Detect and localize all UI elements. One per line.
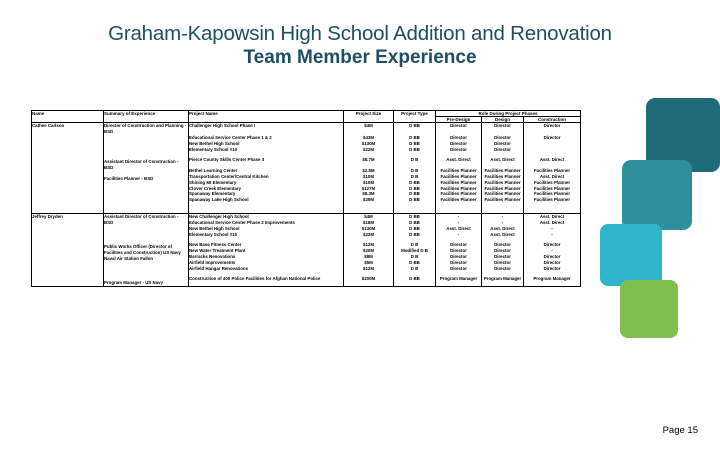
experience-block [104, 176, 188, 213]
cell-line: Director [494, 123, 511, 129]
cell-line: D BB [409, 185, 420, 191]
decorative-square-green [620, 280, 678, 338]
summary-text: Assistant Director of Construction - BSD [104, 159, 179, 171]
experience-block [524, 276, 580, 282]
cell-line-group [482, 123, 523, 152]
table-cell-design [482, 214, 524, 287]
cell-line: Director [494, 248, 511, 254]
cell-line: Construction of 400 Police Facilities for Afghan National Police [189, 276, 321, 282]
cell-line: Facilities Planner [440, 179, 477, 185]
cell-line: $200M [361, 276, 376, 282]
experience-block [482, 157, 523, 163]
experience-block [482, 242, 523, 271]
cell-line: Facilities Planner [440, 168, 477, 174]
cell-line: Asst. Direct [539, 174, 565, 180]
cell-line-group [524, 123, 580, 152]
experience-block [482, 276, 523, 282]
cell-line-group [482, 157, 523, 163]
cell-line: Director [543, 123, 561, 129]
experience-block [104, 244, 188, 275]
cell-line-group [189, 168, 343, 203]
table-cell-pre_design [436, 123, 482, 214]
cell-line: $43M [363, 134, 374, 140]
cell-line: Pierce County Skills Center Phase 3 [189, 157, 265, 163]
cell-line: Challenger High School Phase I [189, 123, 256, 129]
cell-line: Director [450, 259, 467, 265]
column-header-name: Name [32, 111, 104, 123]
cell-line-group [344, 168, 393, 203]
cell-line-group [394, 168, 435, 203]
cell-line: D B [410, 174, 419, 180]
cell-line: Director [450, 134, 467, 140]
cell-line: Airfield Improvements [189, 259, 236, 265]
cell-line: Director [450, 254, 467, 260]
cell-line-group [482, 214, 523, 237]
cell-line: Spanaway Lake High School [189, 197, 249, 203]
cell-line: - [501, 214, 504, 220]
table-row [32, 123, 581, 214]
cell-line: Asst. Direct [539, 219, 565, 225]
cell-line: Elementary School #10 [189, 231, 238, 237]
experience-block [524, 168, 580, 203]
table-cell-construction [524, 123, 581, 214]
column-header-project-size: Project Size [344, 111, 394, 123]
experience-block [524, 242, 580, 271]
cell-line: - [457, 219, 460, 225]
cell-line: D BB [409, 197, 420, 203]
table-header-group-row [32, 111, 581, 117]
cell-line: D B [410, 242, 419, 248]
cell-line: Facilities Planner [440, 197, 477, 203]
cell-line: - [551, 231, 553, 237]
cell-line: Director [450, 146, 467, 152]
cell-line: Shining Mt Elementary [189, 179, 237, 185]
cell-line: Director [494, 259, 511, 265]
cell-line: D BB [409, 214, 420, 220]
cell-line: Director [494, 254, 511, 260]
table-cell-person-name: Cathee Carlson [32, 123, 104, 214]
cell-line: Facilities Planner [533, 168, 571, 174]
cell-line: D BB [409, 146, 420, 152]
cell-line-group [482, 276, 523, 282]
table-cell-project [189, 214, 344, 287]
cell-line-group [189, 123, 343, 152]
cell-line: $10M [363, 179, 374, 185]
cell-line-group [344, 157, 393, 163]
cell-line-group [436, 276, 481, 282]
cell-line: Director [450, 248, 467, 254]
cell-line: Facilities Planner [484, 191, 521, 197]
team-member-experience-table [31, 110, 581, 287]
cell-line: Director [494, 134, 511, 140]
cell-line-group [394, 123, 435, 152]
cell-line: Director [494, 140, 511, 146]
cell-line: Educational Service Center Phase 1 & 2 [189, 134, 272, 140]
table-cell-type [394, 214, 436, 287]
experience-block [189, 168, 343, 203]
cell-line: Director [494, 242, 511, 248]
cell-line-group [524, 214, 580, 237]
cell-line: $2.5M [362, 168, 375, 174]
cell-line: $12M [363, 265, 374, 271]
cell-line: D B [410, 254, 419, 260]
slide-title-block [0, 22, 720, 70]
cell-line: Facilities Planner [484, 174, 521, 180]
cell-line: Asst. Direct [490, 231, 515, 237]
cell-line: D B [410, 168, 419, 174]
experience-block [344, 242, 393, 271]
cell-line: $20M [363, 248, 374, 254]
cell-line-group [436, 214, 481, 237]
cell-line: $18M [363, 219, 374, 225]
decorative-square-teal-dark [646, 98, 720, 172]
cell-line-group [394, 276, 435, 282]
cell-line-group [344, 242, 393, 271]
cell-line: New Bethel High School [189, 140, 240, 146]
table-cell-project [189, 123, 344, 214]
cell-line: Barracks Renovations [189, 254, 236, 260]
cell-line-group [344, 214, 393, 237]
cell-line: D B [410, 265, 419, 271]
cell-line-group [436, 168, 481, 203]
cell-line: $8.3M [362, 191, 375, 197]
experience-block [344, 214, 393, 237]
experience-block [394, 214, 435, 237]
cell-line: Transportation Center/Central Kitchen [189, 174, 269, 180]
cell-line-group [344, 123, 393, 152]
cell-line: Director [543, 259, 561, 265]
cell-line: Facilities Planner [533, 197, 571, 203]
cell-line: New Base Fitness Center [189, 242, 242, 248]
column-header-summary: Summary of Experience [104, 111, 189, 123]
experience-block [436, 157, 481, 163]
cell-line: Facilities Planner [533, 185, 571, 191]
experience-block [394, 123, 435, 152]
cell-line: $5M [364, 259, 373, 265]
cell-line: Facilities Planner [484, 185, 521, 191]
cell-line: - [551, 248, 553, 254]
decorative-square-cyan [600, 224, 662, 286]
experience-block [436, 214, 481, 237]
cell-line: $4M [364, 123, 373, 129]
cell-line: Facilities Planner [533, 191, 571, 197]
cell-line: Facilities Planner [440, 174, 477, 180]
experience-block [344, 123, 393, 152]
cell-line: Asst. Direct [446, 225, 471, 231]
cell-line: D B [410, 157, 419, 163]
cell-line: Director [543, 254, 561, 260]
cell-line: Director [543, 265, 561, 271]
table-cell-person-name: Jeffrey Dryden [32, 214, 104, 287]
summary-text: Program Manager - US Navy [104, 279, 164, 285]
cell-line: $22M [363, 146, 374, 152]
cell-line-group [394, 214, 435, 237]
cell-line: $25M [363, 197, 374, 203]
cell-line: Asst. Direct [490, 225, 515, 231]
table-body [32, 123, 581, 287]
cell-line: Director [543, 134, 561, 140]
cell-line: - [457, 214, 460, 220]
experience-block [189, 123, 343, 152]
cell-line: Director [450, 140, 467, 146]
experience-block [394, 276, 435, 282]
cell-line: Program Manager [439, 276, 478, 282]
experience-block [394, 157, 435, 163]
column-header-project-name: Project Name [189, 111, 344, 123]
cell-line: Clover Creek Elementary [189, 185, 241, 191]
cell-line-group [394, 157, 435, 163]
experience-block [436, 276, 481, 282]
cell-line-group [189, 276, 343, 282]
experience-block [394, 168, 435, 203]
experience-block [436, 242, 481, 271]
table-cell-design [482, 123, 524, 214]
experience-block [104, 280, 188, 286]
table-cell-pre_design [436, 214, 482, 287]
experience-block [524, 157, 580, 163]
experience-block [436, 168, 481, 203]
cell-line-group [524, 276, 580, 282]
cell-line-group [189, 157, 343, 163]
cell-line: Asst. Direct [446, 157, 471, 163]
cell-line-group [436, 242, 481, 271]
cell-line: - [457, 231, 460, 237]
experience-block [189, 242, 343, 271]
table-cell-summary [104, 214, 189, 287]
cell-line: Facilities Planner [440, 191, 477, 197]
experience-block [104, 214, 188, 239]
cell-line: $127M [361, 185, 376, 191]
cell-line: D BB [409, 134, 420, 140]
cell-line-group [394, 242, 435, 271]
experience-block [482, 123, 523, 152]
experience-block [436, 123, 481, 152]
cell-line: $8M [364, 254, 373, 260]
cell-line: Director [450, 123, 467, 129]
cell-line: Spanaway Elementary [189, 191, 236, 197]
cell-line-group [189, 242, 343, 271]
experience-block [524, 123, 580, 152]
cell-line-group [524, 168, 580, 203]
cell-line: $22M [363, 231, 374, 237]
cell-line: Modified D B [401, 248, 428, 254]
experience-block [524, 214, 580, 237]
cell-line: D BB [409, 191, 420, 197]
cell-line: New Challenger High School [189, 214, 249, 220]
cell-line: D BB [409, 219, 420, 225]
summary-text: Facilities Planner - BSD [104, 175, 154, 181]
column-header-project-type: Project Type [394, 111, 436, 123]
experience-block [104, 159, 188, 171]
cell-line: Director [494, 265, 511, 271]
experience-block [344, 168, 393, 203]
experience-block [482, 168, 523, 203]
cell-line-group [524, 157, 580, 163]
table-cell-type [394, 123, 436, 214]
cell-line-group [482, 168, 523, 203]
cell-line: Director [543, 242, 561, 248]
cell-line-group [436, 157, 481, 163]
experience-block [104, 123, 188, 154]
experience-block [344, 276, 393, 282]
cell-line: Facilities Planner [484, 179, 521, 185]
decorative-square-stack [600, 98, 720, 378]
column-header-role-during-project-phases: Role During Project Phases [436, 111, 581, 117]
experience-block [394, 242, 435, 271]
cell-line: D BB [409, 231, 420, 237]
cell-line: D BB [409, 179, 420, 185]
page-number: Page 15 [662, 425, 698, 436]
cell-line-group [436, 123, 481, 152]
decorative-square-teal-mid [622, 160, 692, 230]
table-cell-summary [104, 123, 189, 214]
cell-line-group [482, 242, 523, 271]
cell-line: $12M [363, 242, 374, 248]
cell-line: Program Manager [533, 276, 571, 282]
column-header-construction: Construction [524, 117, 581, 123]
column-header-design: Design [482, 117, 524, 123]
summary-text: Public Works Officer (Director of Facilities and Construction) US Navy Naval Air Station Fallon [104, 243, 181, 261]
cell-line: Facilities Planner [533, 179, 571, 185]
cell-line: Director [494, 146, 511, 152]
cell-line: $130M [361, 140, 376, 146]
cell-line: Facilities Planner [440, 185, 477, 191]
experience-block [482, 214, 523, 237]
table-row [32, 214, 581, 287]
cell-line: D BB [409, 140, 420, 146]
cell-line: Facilities Planner [484, 168, 521, 174]
table-cell-size [344, 214, 394, 287]
slide-title-line-2: Team Member Experience [243, 46, 477, 68]
cell-line: D BB [409, 259, 420, 265]
experience-block [189, 276, 343, 282]
cell-line: Asst. Direct [490, 157, 515, 163]
summary-text: Director of Construction and Planning - BSD [104, 123, 187, 135]
cell-line: $130M [361, 225, 376, 231]
cell-line: - [551, 225, 553, 231]
experience-block [344, 157, 393, 163]
cell-line: Facilities Planner [484, 197, 521, 203]
cell-line: Asst. Direct [539, 157, 565, 163]
cell-line: Bethel Learning Center [189, 168, 238, 174]
summary-text: Assistant Director of Construction - BSD [104, 214, 179, 225]
cell-line-group [189, 214, 343, 237]
cell-line: D BB [409, 225, 420, 231]
cell-line: $4M [364, 214, 373, 220]
cell-line: D BB [409, 276, 420, 282]
column-header-pre-design: Pre-Design [436, 117, 482, 123]
cell-line: New Bethel High School [189, 225, 240, 231]
cell-line: $8.7M [362, 157, 375, 163]
cell-line: $10M [363, 174, 374, 180]
cell-line-group [344, 276, 393, 282]
cell-line: D BB [409, 123, 420, 129]
table-header [32, 111, 581, 123]
table-cell-construction [524, 214, 581, 287]
cell-line-group [524, 242, 580, 271]
cell-line: Airfield Hangar Renovations [189, 265, 249, 271]
cell-line: Educational Service Center Phase 2 Improvements [189, 219, 295, 225]
cell-line: New Water Treatment Plant [189, 248, 246, 254]
slide-title-line-1: Graham-Kapowsin High School Addition and Renovation [108, 22, 612, 45]
cell-line: Elementary School #10 [189, 146, 238, 152]
experience-block [189, 157, 343, 163]
cell-line: Asst. Direct [539, 214, 565, 220]
experience-block [189, 214, 343, 237]
cell-line: Director [450, 242, 467, 248]
cell-line: Director [450, 265, 467, 271]
cell-line: - [501, 219, 504, 225]
table-cell-size [344, 123, 394, 214]
cell-line: Program Manager [483, 276, 522, 282]
